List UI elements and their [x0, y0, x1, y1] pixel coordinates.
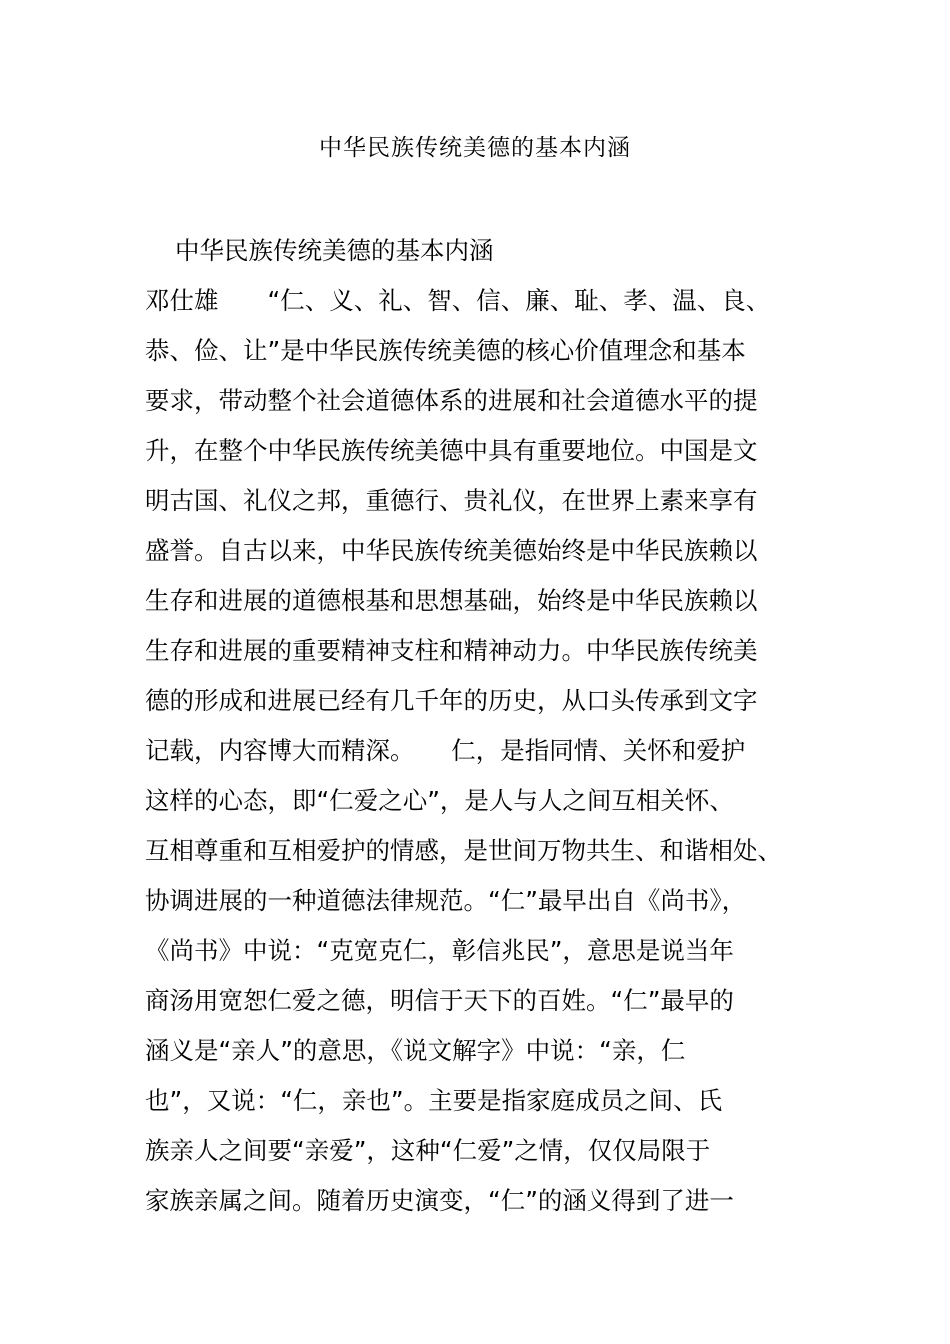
text-line: 《尚书》中说：“克宽克仁，彰信兆民”，意思是说当年	[145, 936, 734, 965]
text-line: 也”，又说：“仁，亲也”。主要是指家庭成员之间、氏	[145, 1086, 723, 1115]
text-line: 恭、俭、让”是中华民族传统美德的核心价值理念和基本	[145, 336, 746, 365]
document-body	[145, 226, 805, 1226]
text-line: 协调进展的一种道德法律规范。“仁”最早出自《尚书》，	[145, 886, 747, 915]
text-line: 生存和进展的道德根基和思想基础，始终是中华民族赖以	[145, 586, 758, 615]
text-line: 升，在整个中华民族传统美德中具有重要地位。中国是文	[145, 436, 758, 465]
text-line: 互相尊重和互相爱护的情感，是世间万物共生、和谐相处、	[145, 836, 782, 865]
text-line: 盛誉。自古以来，中华民族传统美德始终是中华民族赖以	[145, 536, 758, 565]
text-line: 生存和进展的重要精神支柱和精神动力。中华民族传统美	[145, 636, 758, 665]
text-line: 记载，内容博大而精深。 仁，是指同情、关怀和爱护	[145, 736, 746, 765]
document-title: 中华民族传统美德的基本内涵	[319, 135, 631, 161]
text-line: 这样的心态，即“仁爱之心”，是人与人之间互相关怀、	[145, 786, 734, 815]
text-line: 德的形成和进展已经有几千年的历史，从口头传承到文字	[145, 686, 758, 715]
text-line: 明古国、礼仪之邦，重德行、贵礼仪，在世界上素来享有	[145, 486, 758, 515]
text-line: 族亲人之间要“亲爱”，这种“仁爱”之情，仅仅局限于	[145, 1136, 711, 1165]
text-line: 邓仕雄 “仁、义、礼、智、信、廉、耻、孝、温、良、	[145, 286, 771, 315]
text-line: 家族亲属之间。随着历史演变，“仁”的涵义得到了进一	[145, 1186, 734, 1215]
text-line: 商汤用宽恕仁爱之德，明信于天下的百姓。“仁”最早的	[145, 986, 734, 1015]
text-line: 要求，带动整个社会道德体系的进展和社会道德水平的提	[145, 386, 758, 415]
section-heading: 中华民族传统美德的基本内涵	[175, 236, 494, 265]
text-line: 涵义是“亲人”的意思，《说文解字》中说：“亲，仁	[145, 1036, 686, 1065]
